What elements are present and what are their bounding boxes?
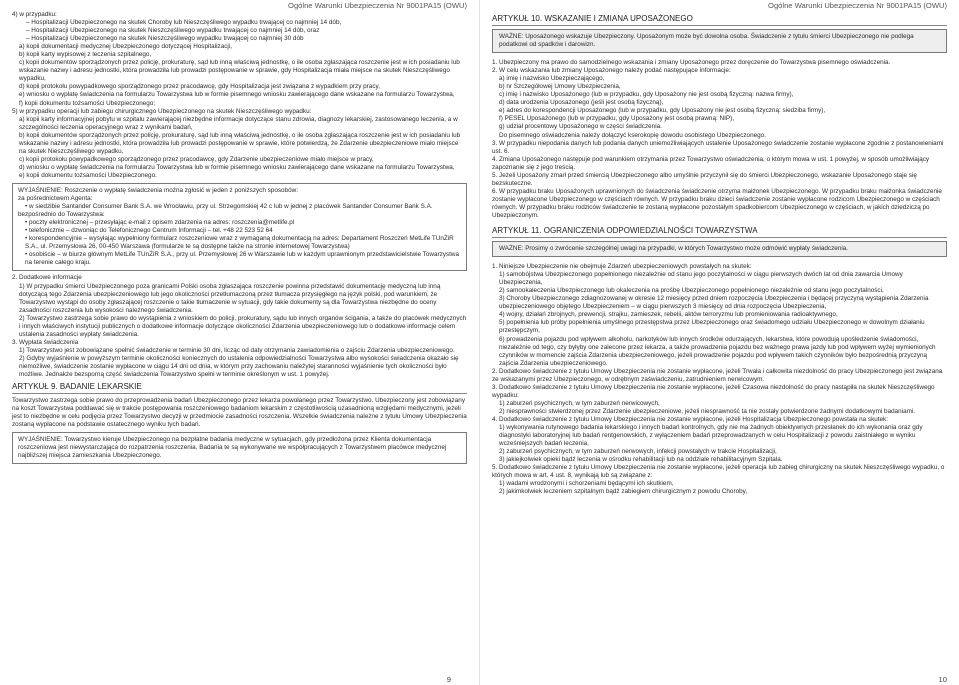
list-item: – Hospitalizacji Ubezpieczonego na skutek Nieszczęśliwego wypadku trwającej co najmniej 14 dób, oraz xyxy=(26,27,320,35)
page-number: 9 xyxy=(446,675,451,684)
list-item: b) kopii karty wypisowej z leczenia szpitalnego, xyxy=(19,51,152,59)
right-page xyxy=(480,0,959,685)
list-item: 1) W przypadku śmierci Ubezpieczonego poza granicami Polski osoba zgłaszająca roszczenie powinna przedstawić dokumentację medyczną lub inną dotyczącą tego Zdarzenia ubezpieczeniowego lub jego okoliczności przetłumaczoną przez tłumacza przysięgłego na język polski, pod warunkiem, że Towarzystwo wystąpi do osoby zgłaszającej roszczenie o takie tłumaczenie w sytuacji, gdy takie dokumenty są dla Towarzystwa niezbędne do oceny zasadności roszczenia lub wysokości należnego świadczenia. xyxy=(19,282,441,314)
list-item: 1. Niniejsze Ubezpieczenie nie obejmuje Zdarzeń ubezpieczeniowych powstałych na skutek: xyxy=(492,263,752,271)
direct-heading: bezpośrednio do Towarzystwa: xyxy=(18,211,105,219)
list-item: 2) niesprawności stwierdzonej przez Zdarzenie ubezpieczeniowe, jeżeli niesprawność ta nie zostały potwierdzone żadnymi dodatkowymi badaniami. xyxy=(499,407,916,415)
medical-exam-explanation-box xyxy=(12,432,467,464)
right-column xyxy=(492,11,947,496)
claims-documents-list-5 xyxy=(12,108,467,180)
list-item: • w siedzibie Santander Consumer Bank S.A. we Wrocławiu, przy ul. Strzegomskiej 42 c lub w jednej z placówek Santander Consumer Bank S.A. xyxy=(25,203,433,211)
list-item: f) PESEL Uposażonego (lub w przypadku, gdy Uposażony jest osobą prawną: NIP), xyxy=(499,115,734,123)
list-item: 2. Dodatkowe informacje xyxy=(12,274,82,282)
left-column xyxy=(12,11,467,467)
list-item: e) wniosku o wypłatę świadczenia na formularzu Towarzystwa lub w formie pisemnego wniosku zawierającego dane wskazane na formularzu Towarzystwa, xyxy=(19,91,455,99)
list-item: c) kopii protokołu powypadkowego sporządzonego przez pracodawcę, gdy Zdarzenie ubezpieczeniowe miało miejsce w pracy, xyxy=(19,155,374,163)
running-header: Ogólne Warunki Ubezpieczenia Nr 9001PA15 (OWU) xyxy=(288,1,467,10)
list-item: 1) samobójstwa Ubezpieczonego popełnionego niezależnie od stanu jego poczytalności w ciągu pierwszych dwóch lat od dnia zawarcia Umowy Ubezpieczenia, xyxy=(499,271,903,287)
list-item: 4) wojny, działań zbrojnych, prewencji, strajku, zamieszek, rebelii, aktów terroryzmu lub promieniowania radioaktywnego, xyxy=(499,311,838,319)
list-item: 4. Dodatkowo świadczenie z tytułu Umowy Ubezpieczenia nie zostanie wypłacone, jeżeli Hospitalizacja Ubezpieczonego powstała na skutek: xyxy=(492,415,888,423)
list-item: 2) Towarzystwo zastrzega sobie prawo do wystąpienia z wnioskiem do policji, prokuratury, sądu lub innych organów ścigania, a także do placówek medycznych i innych właściwych instytucji publicznych o dodatkowe informacje dotyczące okoliczności Zdarzenia ubezpieczeniowego lub o dodatkowe informacje celem ustalenia zasadności wypłaty świadczenia. xyxy=(19,314,467,338)
list-item: 3. W przypadku niepodania danych lub podania danych uniemożliwiających ustalenie Uposażonego świadczenie zostanie wypłacone zgodnie z postanowieniami ust. 6. xyxy=(492,139,944,155)
list-item: – Hospitalizacji Ubezpieczonego na skutek Choroby lub Nieszczęśliwego wypadku trwającej co najmniej 14 dób, xyxy=(26,19,342,27)
list-item: 5. Dodatkowo świadczenie z tytułu Umowy Ubezpieczenia nie zostanie wypłacone, jeżeli operacja lub zabieg chirurgiczny na skutek Nieszczęśliwego wypadku, o których mowa w art. 4 ust. 8, wynikają lub są związane z: xyxy=(492,464,945,480)
list-item: 2) jakimkolwiek leczeniem szpitalnym bądź zabiegiem chirurgicznym z powodu Choroby, xyxy=(499,488,748,496)
article-divider xyxy=(492,25,947,26)
running-header: Ogólne Warunki Ubezpieczenia Nr 9001PA15 (OWU) xyxy=(768,1,947,10)
list-item: d) wniosku o wypłatę świadczenia na formularzu Towarzystwa lub w formie pisemnego wniosku zawierającego dane wskazane na formularzu Towarzystwa, xyxy=(19,163,455,171)
list-item: 1) wadami wrodzonymi i schorzeniami będącymi ich skutkiem, xyxy=(499,480,674,488)
list-item: 1) wykonywania rutynowego badania lekarskiego i innych badań kontrolnych, gdy nie ma żadnych obiektywnych przesłanek do ich wykonania oraz gdy diagnostyki laboratoryjnej lub badań rentgenowskich, z wyłączeniem badań przeprowadzanych w celu Hospitalizacji z powodu zaistniałego w wyniku wcześniejszych badań leczenia, xyxy=(499,424,923,448)
list-item: b) kopii dokumentów sporządzonych przez policję, prokuraturę, sąd lub inną właściwą jednostkę, o ile osoba zgłaszająca roszczenie jest w ich posiadaniu lub wskazanie nazwy i adresu jednostki, która prowadziła lub prowadzi postępowanie w sprawie, które potwierdzą, że Zdarzenie ubezpieczeniowe miało miejsce na skutek Nieszczęśliwego wypadku, xyxy=(19,131,461,155)
page-number: 10 xyxy=(938,675,947,684)
list-item: e) kopii dokumentu tożsamości Ubezpieczonego. xyxy=(19,171,157,179)
claims-documents-list-4 xyxy=(12,11,467,108)
agent-heading: za pośrednictwem Agenta: xyxy=(18,195,93,203)
list-item: 3) jakiejkolwiek opieki bądź leczenia w ośrodku rehabilitacji lub na oddziale rehabilitacyjnym Szpitala. xyxy=(499,456,783,464)
list-item: 2) zaburzeń psychicznych, w tym zaburzeń nerwowych, infekcji powstałych w trakcie Hospitalizacji, xyxy=(499,448,777,456)
left-page xyxy=(0,0,479,685)
claim-explanation-box xyxy=(12,183,467,271)
list-item: Do pisemnego oświadczenia należy dołączyć kserokopię dowodu osobistego Ubezpieczonego. xyxy=(499,131,766,139)
beneficiary-rules-list xyxy=(492,59,947,220)
list-item: 3. Wypłata świadczenia xyxy=(12,338,79,346)
important-text: WAŻNE: Uposażonego wskazuje Ubezpieczony. Uposażonym może być dowolna osoba. Świadczenie z tytułu śmierci Ubezpieczonego nie podlega podatkowi od spadków i darowizn. xyxy=(499,33,914,49)
list-item: a) kopii karty informacyjnej pobytu w szpitalu zawierającej niezbędne informacje dotyczące stanu zdrowia, diagnozy lekarskiej, zastosowanego leczenia, a w szczególności leczenia operacyjnego wraz z wynikami badań, xyxy=(19,115,458,131)
list-item: • osobiście – w biurze głównym MetLife TUnŻiR S.A., przy ul. Przemysłowej 26 w Warszawie lub w każdym uprawnionym przedstawicielstwie Towarzystwa na terenie całego kraju. xyxy=(25,251,459,267)
limitations-important-box xyxy=(492,241,947,257)
list-item: 2. Dodatkowo świadczenie z tytułu Umowy Ubezpieczenia nie zostanie wypłacone, jeżeli Trwała i całkowita niezdolność do pracy Ubezpieczonego jest związana ze wskazanymi przez Ubezpieczonego, w odrębnym zaświadczeniu, zatrudnieniem nerwicowym. xyxy=(492,367,943,383)
list-item: c) kopii dokumentów sporządzonych przez policję, prokuraturę, sąd lub inną właściwą jednostkę, o ile osoba zgłaszająca roszczenie jest w ich posiadaniu lub wskazanie nazwy i adresu jednostki, która prowadziła lub prowadzi postępowanie w sprawie, gdy Hospitalizacja miała miejsce na skutek Nieszczęśliwego wypadku, xyxy=(19,59,460,83)
beneficiary-important-box xyxy=(492,29,947,53)
list-item: 1. Ubezpieczony ma prawo do samodzielnego wskazania i zmiany Uposażonego przez doręczenie do Towarzystwa pisemnego oświadczenia. xyxy=(492,59,891,67)
article-11-title: ARTYKUŁ 11. OGRANICZENIA ODPOWIEDZIALNOŚCI TOWARZYSTWA xyxy=(492,226,758,236)
list-item: 1) Towarzystwo jest zobowiązane spełnić świadczenie w terminie 30 dni, licząc od daty otrzymania zawiadomienia o zajściu Zdarzenia ubezpieczeniowego. xyxy=(19,346,455,354)
list-item: f) kopii dokumentu tożsamości Ubezpieczonego; xyxy=(19,99,156,107)
list-item: 5) popełnienia lub próby popełnienia umyślnego przestępstwa przez Ubezpieczonego oraz świadomego udziału Ubezpieczonego w dowolnym działaniu przestępczym, xyxy=(499,319,925,335)
article-divider xyxy=(12,393,467,394)
list-item: 6) prowadzenia pojazdu pod wpływem alkoholu, narkotyków lub innych środków odurzających, lekarstwa, które powodują upośledzenie świadomości, niezależnie od tego, czy byłyby one zalecone przez lekarza, a także prowadzenia pojazdu bez ważnego prawa jazdy lub pod wpływem wyżej wymienionych czynników w momencie zajścia Zdarzenia ubezpieczeniowego, jeżeli prowadzenie pojazdu pod wpływem takich czynników było bezpośrednią przyczyną zajścia Zdarzenia ubezpieczeniowego. xyxy=(499,335,936,367)
article-9-title: ARTYKUŁ 9. BADANIE LEKARSKIE xyxy=(12,382,142,392)
list-item: c) imię i nazwisko Uposażonego (lub w przypadku, gdy Uposażony nie jest osobą fizyczną: nazwa firmy), xyxy=(499,91,794,99)
explanation-text: WYJAŚNIENIE: Towarzystwo kieruje Ubezpieczonego na bezpłatne badania medyczne w sytuacjach, gdy przedłożona przez Klienta dokumentacja roszczeniowa jest niewystarczająca do rozpatrzenia roszczenia. Badania te są wykonywane we współpracujących z Towarzystwem placówce medycznej najbliższej miejsca zamieszkania Ubezpieczonego. xyxy=(18,436,447,460)
article-9-text: Towarzystwo zastrzega sobie prawo do przeprowadzenia badań Ubezpieczonego przez lekarza powołanego przez Towarzystwo. Ubezpieczony jest zobowiązany na koszt Towarzystwa poddawać się w trakcie postępowania roszczeniowego badaniom lekarskim z częstotliwością uzasadnioną względami medycznymi, jeżeli jest to niezbędne w celu podjęcia przez Towarzystwo decyzji w przedmiocie zasadności roszczenia. Wszelkie świadczenia należne z tytułu Umowy Ubezpieczenia zostaną wypłacone na podstawie ostatecznego wyniku tych badań. xyxy=(12,397,467,429)
list-item: 2) samookaleczenia Ubezpieczonego lub okaleczenia na prośbę Ubezpieczonego popełnionego niezależnie od stanu jego poczytalności, xyxy=(499,287,884,295)
list-item: 1) zaburzeń psychicznych, w tym zaburzeń nerwicowych, xyxy=(499,399,660,407)
list-item: – Hospitalizacji Ubezpieczonego na skutek Nieszczęśliwego wypadku trwającej co najmniej 30 dób xyxy=(26,35,304,43)
important-text: WAŻNE: Prosimy o zwrócenie szczególnej uwagi na przypadki, w których Towarzystwo może odmówić wypłaty świadczenia. xyxy=(499,245,849,253)
list-item: 2. W celu wskazania lub zmiany Uposażonego należy podać następujące informacje: xyxy=(492,67,731,75)
list-item: a) kopii dokumentacji medycznej Ubezpieczonego dotyczącej Hospitalizacji, xyxy=(19,43,232,51)
list-item: 4. Zmiana Uposażonego następuje pod warunkiem otrzymania przez Towarzystwo oświadczenia, o którym mowa w ust. 1 powyżej, w sposób umożliwiający zapoznanie się z jego treścią. xyxy=(492,155,930,171)
list-item: • telefonicznie – dzwoniąc do Telefonicznego Centrum Informacji – tel. +48 22 523 52 64 xyxy=(25,227,273,235)
list-item: a) imię i nazwisko Ubezpieczającego, xyxy=(499,75,605,83)
list-item: e) adres do korespondencji Uposażonego (lub w przypadku, gdy Uposażony nie jest osobą fizyczną: siedziba firmy), xyxy=(499,107,826,115)
list-item: • poczty elektronicznej – przesyłając e-mail z opisem zdarzenia na adres: roszczenia@metlife.pl xyxy=(25,219,295,227)
explanation-intro: WYJAŚNIENIE: Roszczenie o wypłatę świadczenia można zgłosić w jeden z poniższych sposobów: xyxy=(18,186,298,194)
list-item: 5) w przypadku operacji lub zabiegu chirurgicznego Ubezpieczonego na skutek Nieszczęśliwego wypadku: xyxy=(12,107,312,115)
list-item: 6. W przypadku braku Uposażonych uprawnionych do świadczenia świadczenie otrzyma małżonek Ubezpieczonego. W przypadku braku małżonka świadczenie zostanie wypłacone Ubezpieczonego w częściach równych. W przypadku braku dzieci świadczenie zostanie wypłacone rodzicom Ubezpieczonego w częściach równych. W przypadku braku rodziców świadczenie te zostaną wypłacone pozostałym spadkobiercom Ubezpieczonego w częściach, w jakich dziedziczą po Ubezpieczonym. xyxy=(492,187,942,219)
list-item: g) udział procentowy Uposażonego w części świadczenia. xyxy=(499,123,662,131)
list-item: 2) Gdyby wyjaśnienie w powyższym terminie okoliczności koniecznych do ustalenia odpowiedzialności Towarzystwa albo wysokości świadczenia okazało się niemożliwe, świadczenie zostanie wypłacone w ciągu 14 dni od dnia, w którym przy zachowaniu należytej staranności wyjaśnienie tych okoliczności było możliwe. Jednakże bezsporną część świadczenia Towarzystwo spełni w terminie określonym w ust. 1 powyżej. xyxy=(19,354,459,379)
list-item: 4) w przypadku: xyxy=(12,11,57,18)
list-item: d) kopii protokołu powypadkowego sporządzonego przez pracodawcę, gdy Hospitalizacja jest związana z wypadkiem przy pracy, xyxy=(19,83,380,91)
additional-info-section xyxy=(12,274,467,379)
exclusions-list xyxy=(492,263,947,496)
list-item: 3. Dodatkowo świadczenie z tytułu Umowy Ubezpieczenia nie zostanie wypłacone, jeżeli Czasowa niezdolność do pracy nastąpiła na skutek Nieszczęśliwego wypadku: xyxy=(492,383,935,399)
list-item: • korespondencyjnie – wysyłając wypełniony formularz roszczeniowe wraz z wymaganą dokumentacją na adres: Departament Roszczeń MetLife TUnŻiR S.A., ul. Przemysłowa 26, 00-450 Warszawa (formularze te są dostępne także na stronie internetowej Towarzystwa) xyxy=(25,235,454,251)
list-item: b) nr Szczegółowej Umowy Ubezpieczenia, xyxy=(499,83,621,91)
list-item: 3) Choroby Ubezpieczonego zdiagnozowanej w okresie 12 miesięcy przed dniem rozpoczęcia Ubezpieczenia i będącej przyczyną wystąpienia Zdarzenia ubezpieczeniowego objętego Ubezpieczeniem – w ciągu pierwszych 3 miesięcy od dnia rozpoczęcia Ubezpieczenia, xyxy=(499,295,929,311)
article-10-title: ARTYKUŁ 10. WSKAZANIE I ZMIANA UPOSAŻONEGO xyxy=(492,14,693,23)
list-item: d) data urodzenia Uposażonego (jeśli jest osobą fizyczną), xyxy=(499,99,664,107)
article-divider xyxy=(492,237,947,238)
list-item: 5. Jeżeli Uposażony zmarł przed śmiercią Ubezpieczonego albo umyślnie przyczynił się do śmierci Ubezpieczonego, wskazanie Uposażonego staje się bezskuteczne. xyxy=(492,171,917,187)
